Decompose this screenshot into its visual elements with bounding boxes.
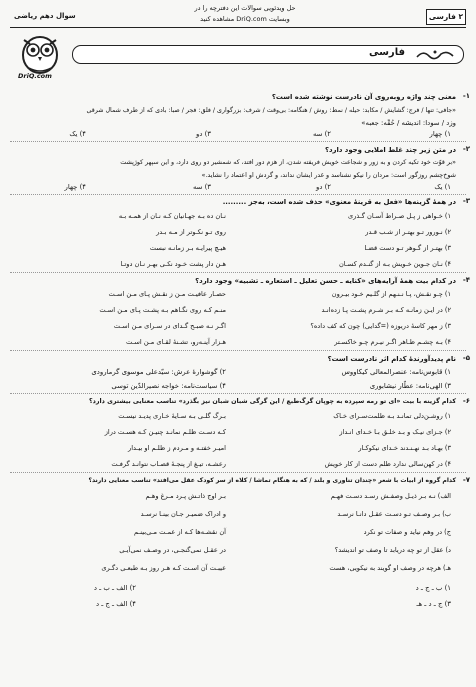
question-3-option-3-hemistich-2: هیـچ پیرایـه بـر زمانـه نبست — [149, 244, 226, 252]
grade-label: سوال دهم ریاضی — [14, 12, 76, 20]
question-6-option-2-hemistich-1[interactable]: ۲) جـزای نیـک و بـد خلـق بـا خـدای انـداز — [339, 428, 451, 436]
question-4-option-3-hemistich-2: اگـر نـه صبـح گـدای در سـرای مـن اسـت — [113, 322, 226, 330]
question-2-body-line-1: «بر قوّت خود تکیه کردن و به زور و شجاعت خویش فریفته شدن، از هزم دور افتد، که شمشیر دو روی دارد، و این سپهر کوژپشت — [120, 159, 456, 166]
question-1-body-line-2: وزد / سودا: اندیشه / حُقّه: جعبه» — [361, 119, 456, 127]
question-7-item-e-hemistich-1: هـ) هرچه در وصف او گویند به نیکویی، هست — [329, 564, 451, 572]
question-7-number: ۷- — [462, 476, 470, 484]
question-6-option-1-hemistich-1[interactable]: ۱) روشـن‌دلی تمانـد بـه ظلمت‌سـرای خـاک — [333, 412, 451, 420]
question-1-option-4[interactable]: ۴) یک — [69, 130, 86, 138]
header-divider — [10, 27, 466, 28]
question-1-option-1[interactable]: ۱) چهار — [429, 130, 451, 138]
question-7-option-4[interactable]: ۴) الف ـ ج ـ د — [95, 600, 136, 608]
separator — [10, 472, 466, 473]
promo-line-1: حل ویدئویی سوالات این دفترچه را در — [194, 4, 296, 12]
question-2-option-1[interactable]: ۱) یک — [434, 183, 451, 191]
question-2-option-3[interactable]: ۳) سه — [192, 183, 211, 191]
question-7-item-b-hemistich-2: و ادراک ضمیـر جـان بینـا نرسـد — [140, 510, 226, 518]
question-5-option-4[interactable]: ۴) سیاست‌نامه: خواجه نصیرالدّین توسی — [111, 382, 226, 390]
question-4-stem: در کدام بیت همهٔ آرایه‌های «کنایه ـ حسن تعلیل ـ استعاره ـ تشبیه» وجود دارد؟ — [195, 277, 456, 285]
question-5-option-1[interactable]: ۱) قابوس‌نامه: عنصرالمعالی کیکاووس — [341, 368, 451, 376]
question-1-stem: معنی چند واژه روبه‌روی آن نادرست نوشته شده است؟ — [271, 93, 456, 101]
separator — [10, 272, 466, 273]
question-7-item-e-hemistich-2: عیبـت آن اسـت کـه هـر روز بـه طبعـی دگـری — [101, 564, 226, 572]
question-6-option-3-hemistich-1[interactable]: ۳) بهـاد بـد نهـنـدند خـدای نیکوکـار — [358, 444, 451, 452]
subject-title: فارسی — [368, 47, 405, 58]
question-3-option-1-hemistich-2: نـان ده بـه جهـانیان کـه نـان از همـه بـه — [118, 212, 226, 220]
question-1-option-2[interactable]: ۲) سه — [312, 130, 331, 138]
question-1-option-3[interactable]: ۳) دو — [196, 130, 211, 138]
question-7-option-2[interactable]: ۲) الف ـ ب ـ د — [93, 584, 136, 592]
question-6-number: ۶- — [462, 397, 470, 405]
question-3-option-1-hemistich-1[interactable]: ۱) خـواهی ز پـل صـراط آسـان گـذری — [348, 212, 451, 220]
promo-line-2: وبسایت DriQ.com مشاهده کنید — [200, 15, 290, 23]
question-3-option-4-hemistich-2: هـن دار پشت خـود نکـی بهـر نـان دوتـا — [120, 260, 226, 268]
question-3-number: ۳- — [462, 197, 470, 205]
question-4-option-3-hemistich-1[interactable]: ۳) ز مهر کاسهٔ دریوزه (=گدایی) چون که کف داده؟ — [310, 322, 451, 330]
question-4-option-4-hemistich-2: هـزار آینـه‌رو، تشـنهٔ لقـای مـن اسـت — [125, 338, 226, 346]
question-7-stem: کدام گروه از ابیات با شعر «چندان تناوری و بلند / که به هنگام تماشا / کلاه از سر کودک عقل می‌افتد» تناسب معنایی دارند؟ — [88, 477, 456, 484]
question-2-option-2[interactable]: ۲) دو — [316, 183, 331, 191]
question-7-item-a-hemistich-1: الف) نـه بـر ذیـل وصفـش رسـد دسـت فهـم — [330, 492, 451, 500]
page-number-badge: ۲ فارسی — [426, 9, 466, 25]
question-6-option-2-hemistich-2: کـه دسـت ظلـم نمانـد چنیـن کـه هسـت دراز — [104, 428, 226, 436]
question-7-item-c-hemistich-2: آن نقشـه‌ها کـه از عمـت مـی‌بینـم — [133, 528, 226, 536]
logo-text: DriQ.com — [18, 72, 52, 80]
question-5-stem: نام پدیدآورندهٔ کدام اثر نادرست است؟ — [327, 355, 456, 363]
question-5-option-3[interactable]: ۳) الهی‌نامه: عطّار نیشابوری — [369, 382, 451, 390]
calligraphy-emblem-icon — [415, 48, 455, 60]
page-header — [0, 0, 476, 90]
question-4-option-2-hemistich-1[interactable]: ۲) در ایـن زمانـه کـه بـر شـرم پشـت پـا زده‌انـد — [321, 306, 451, 314]
question-7-item-d-hemistich-1: د) عقل از تو چه دریابد تا وصف تو اندیشد؟ — [334, 546, 451, 554]
question-7-item-c-hemistich-1: ج) در وهم نیاید و صفات تو نکرد — [363, 528, 451, 536]
question-3-option-3-hemistich-1[interactable]: ۳) بهتـر از گـوهر تـو دست قضـا — [364, 244, 451, 252]
question-3-option-2-hemistich-1[interactable]: ۲) نـورور تـو بهتـر از شـب قـدر — [365, 228, 451, 236]
question-4-option-4-hemistich-1[interactable]: ۴) بـه چشـم ظـاهر اگـر نیـرم چـو خاکسـتر — [334, 338, 451, 346]
question-1-body-line-1: «جافی: تنها / فرج: گشایش / مکابد: حیله / نمط: روش / هنگامه: بی‌وقت / شرف: بزرگواری / فلق: فجر / صبا: بادی که از طرف شمال شرقی — [86, 107, 456, 114]
owl-logo-icon — [15, 30, 65, 76]
question-5-number: ۵- — [462, 354, 470, 362]
question-6-option-1-hemistich-2: بـرگ گلـی بـه سـایهٔ خـاری پدیـد نیسـت — [118, 412, 226, 420]
question-3-stem: در همهٔ گزینه‌ها «فعل به قرینهٔ معنوی» حذف شده است، به‌جز ......... — [222, 198, 456, 206]
question-2-option-4[interactable]: ۴) چهار — [64, 183, 86, 191]
question-2-number: ۲- — [462, 145, 470, 153]
separator — [10, 141, 466, 142]
question-6-option-4-hemistich-1[interactable]: ۴) در کهن‌سالی ندارد ظلم دست از کار خویش — [324, 460, 451, 468]
question-6-option-3-hemistich-2: امیـر خفتـه و مـردم ز ظلـم او بیـدار — [128, 444, 226, 452]
question-3-option-2-hemistich-2: روی تـو نکـوتر از مـه بـدر — [156, 228, 226, 236]
question-2-body-line-2: شوخ‌چشم روزگور است: مردان را نیکو نشناسد و غدر ایشان نداند، و گردش او اعتماد را نشاید.» — [201, 171, 456, 179]
separator — [10, 194, 466, 195]
question-4-number: ۴- — [462, 276, 470, 284]
question-7-item-d-hemistich-2: در عقـل نمی‌گنجـی، در وصـف نمی‌آیـی — [119, 546, 226, 554]
question-5-option-2[interactable]: ۲) گوشوارهٔ عرش: سیّدعلی موسوی گرمارودی — [91, 368, 226, 376]
question-2-stem: در متن زیر چند غلط املایی وجود دارد؟ — [325, 146, 456, 154]
question-7-item-b-hemistich-1: ب) بـر وصـف تـو دسـت عقـل دانـا نرسـد — [337, 510, 451, 518]
separator — [10, 393, 466, 394]
question-4-option-1-hemistich-1[interactable]: ۱) چـو نقـش، پـا نـنـهم از گلـیم خـود بیـرون — [331, 290, 451, 298]
question-7-option-3[interactable]: ۳) ج ـ د ـ هـ — [416, 600, 451, 608]
question-7-item-a-hemistich-2: بـر اوج ذاتـش پـرد مـرغ وهـم — [145, 492, 226, 500]
subject-title-bar — [72, 45, 464, 64]
separator — [10, 350, 466, 351]
question-7-option-1[interactable]: ۱) ب ـ ج ـ د — [415, 584, 451, 592]
promo-text — [175, 3, 315, 25]
question-4-option-1-hemistich-2: حصـار عافیـت مـن ز نقـش پـای مـن اسـت — [108, 290, 226, 298]
question-6-stem: کدام گزینه با بیت «ای تو رمه سپرده به چوپان گرگ‌طبع / این گرگی شبان شبان نیز بگذرد» تناسب معنایی بیشتری دارد؟ — [89, 398, 456, 405]
question-6-option-4-hemistich-2: رعشـه، تیـغ از پنجـهٔ قصـاب نتوانـد گرفـت — [111, 460, 226, 468]
question-4-option-2-hemistich-2: منـم کـه روی نگـاهم بـه پشـت پـای مـن اسـت — [99, 306, 226, 314]
question-1-number: ۱- — [462, 92, 470, 100]
question-3-option-4-hemistich-1[interactable]: ۴) نـان جـوین خـویش بـه از گنـدم کسـان — [338, 260, 451, 268]
